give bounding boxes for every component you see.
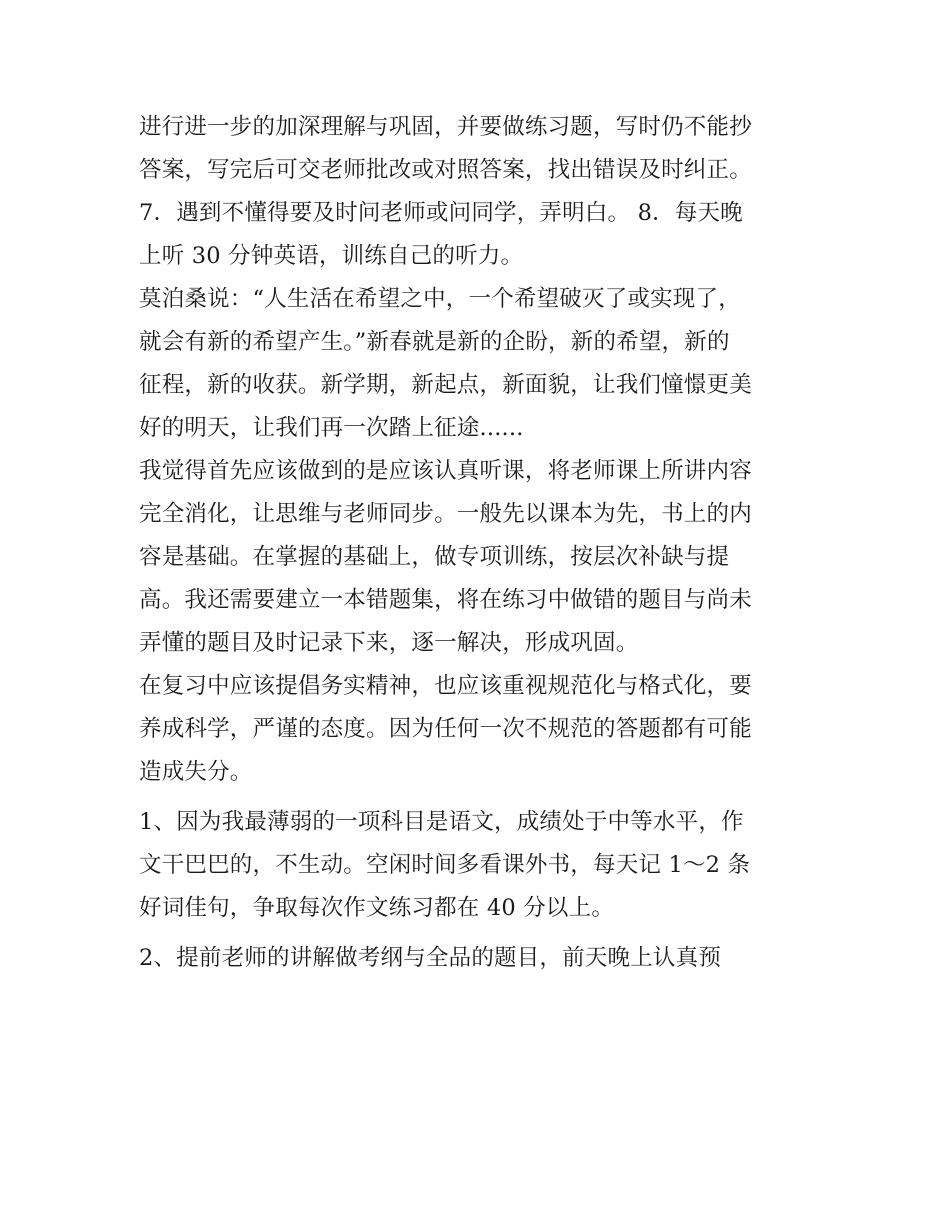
- text-line: 造成失分。: [139, 759, 253, 785]
- text-line: 1、因为我最薄弱的一项科目是语文，成绩处于中等水平，作: [139, 809, 744, 835]
- text-line: 完全消化，让思维与老师同步。一般先以课本为先，书上的内: [139, 501, 752, 527]
- text-line: 就会有新的希望产生。”新春就是新的企盼，新的希望，新的: [139, 329, 730, 355]
- text-line: 好词佳句，争取每次作文练习都在 40 分以上。: [139, 895, 615, 921]
- text-line: 征程，新的收获。新学期，新起点，新面貌，让我们憧憬更美: [139, 372, 752, 398]
- text-line: 莫泊桑说：“人生活在希望之中，一个希望破灭了或实现了，: [139, 286, 741, 312]
- text-line: 好的明天，让我们再一次踏上征途......: [139, 415, 524, 441]
- text-line: 进行进一步的加深理解与巩固，并要做练习题，写时仍不能抄: [139, 114, 752, 140]
- text-line: 答案，写完后可交老师批改或对照答案，找出错误及时纠正。: [139, 157, 752, 183]
- text-line: 7．遇到不懂得要及时问老师或问同学，弄明白。 8．每天晚: [139, 200, 743, 226]
- text-line: 2、提前老师的讲解做考纲与全品的题目，前天晚上认真预: [139, 945, 722, 971]
- text-line: 上听 30 分钟英语，训练自己的听力。: [139, 243, 524, 269]
- text-line: 高。我还需要建立一本错题集，将在练习中做错的题目与尚未: [139, 587, 752, 613]
- text-line: 养成科学，严谨的态度。因为任何一次不规范的答题都有可能: [139, 716, 752, 742]
- text-line: 弄懂的题目及时记录下来，逐一解决，形成巩固。: [139, 630, 639, 656]
- document-body: [139, 106, 839, 980]
- text-line: 在复习中应该提倡务实精神，也应该重视规范化与格式化，要: [139, 673, 752, 699]
- text-line: 文干巴巴的，不生动。空闲时间多看课外书，每天记 1～2 条: [139, 852, 751, 878]
- text-line: 容是基础。在掌握的基础上，做专项训练，按层次补缺与提: [139, 544, 730, 570]
- text-line: 我觉得首先应该做到的是应该认真听课，将老师课上所讲内容: [139, 458, 752, 484]
